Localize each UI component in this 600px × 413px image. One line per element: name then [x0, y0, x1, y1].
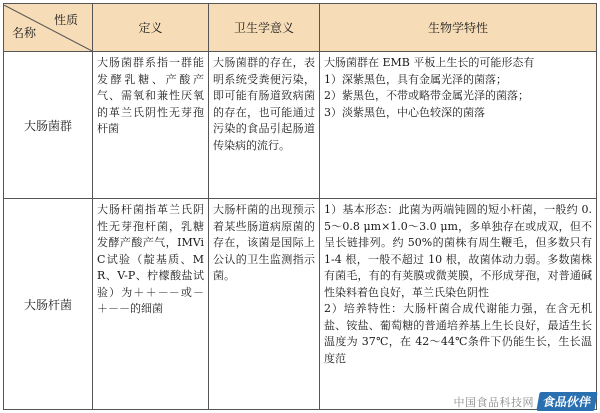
- watermark-logo: 食品伙伴: [536, 392, 597, 411]
- table-row: [4, 52, 597, 199]
- row-name: 大肠杆菌: [4, 199, 93, 410]
- header-significance: 卫生学意义: [209, 4, 320, 52]
- header-characteristics: 生物学特性: [320, 4, 597, 52]
- significance-cell: 大肠杆菌的出现预示着某些肠道病原菌的存在，该菌是国际上公认的卫生监测指示菌。: [209, 199, 320, 410]
- header-definition: 定义: [93, 4, 209, 52]
- corner-top-label: 性质: [53, 12, 78, 27]
- corner-header: [4, 4, 93, 52]
- characteristics-cell: 大肠菌群在 EMB 平板上生长的可能形态有 1）深紫黑色，具有金属光泽的菌落； 2）紫黑色，不带或略带金属光泽的菌落； 3）淡紫黑色，中心色较深的菌落: [320, 52, 597, 199]
- characteristics-table: [3, 3, 597, 410]
- row-name: 大肠菌群: [4, 52, 93, 199]
- definition-cell: 大肠菌群系指一群能发酵乳糖、产酸产气、需氧和兼性厌氧的革兰氏阴性无芽孢杆菌: [93, 52, 209, 199]
- definition-cell: 大肠杆菌指革兰氏阴性无芽孢杆菌，乳糖发酵产酸产气，IMViC试验（靛基质、MR、V-P、柠檬酸盐试验）为＋＋－－或－＋－－的细菌: [93, 199, 209, 410]
- corner-bottom-label: 名称: [12, 25, 37, 40]
- table-row: [4, 199, 597, 410]
- significance-cell: 大肠菌群的存在，表明系统受粪便污染，即可能有肠道致病菌的存在，也可能通过污染的食品引起肠道传染病的流行。: [209, 52, 320, 199]
- characteristics-cell: 1）基本形态：此菌为两端钝圆的短小杆菌，一般约 0.5～0.8 μm×1.0～3.0 μm，多单独存在或成双，但不呈长链排列。约 50%的菌株有周生鞭毛，但多数只有 1-4 根，一般不超过 10 根，故菌体动力弱。多数菌株有菌毛，有的有荚膜或微荚膜，不形成芽孢，对普通碱性染料着色良好，革兰氏染色阴性 2）培养特性：大肠杆菌合成代谢能力强，在含无机盐、铵盐、葡萄糖的普通培养基上生长良好，最适生长温度为 37℃，在 42～44℃条件下仍能生长，生长温度范: [320, 199, 597, 410]
- watermark-text: 中国食品科技网: [453, 395, 534, 409]
